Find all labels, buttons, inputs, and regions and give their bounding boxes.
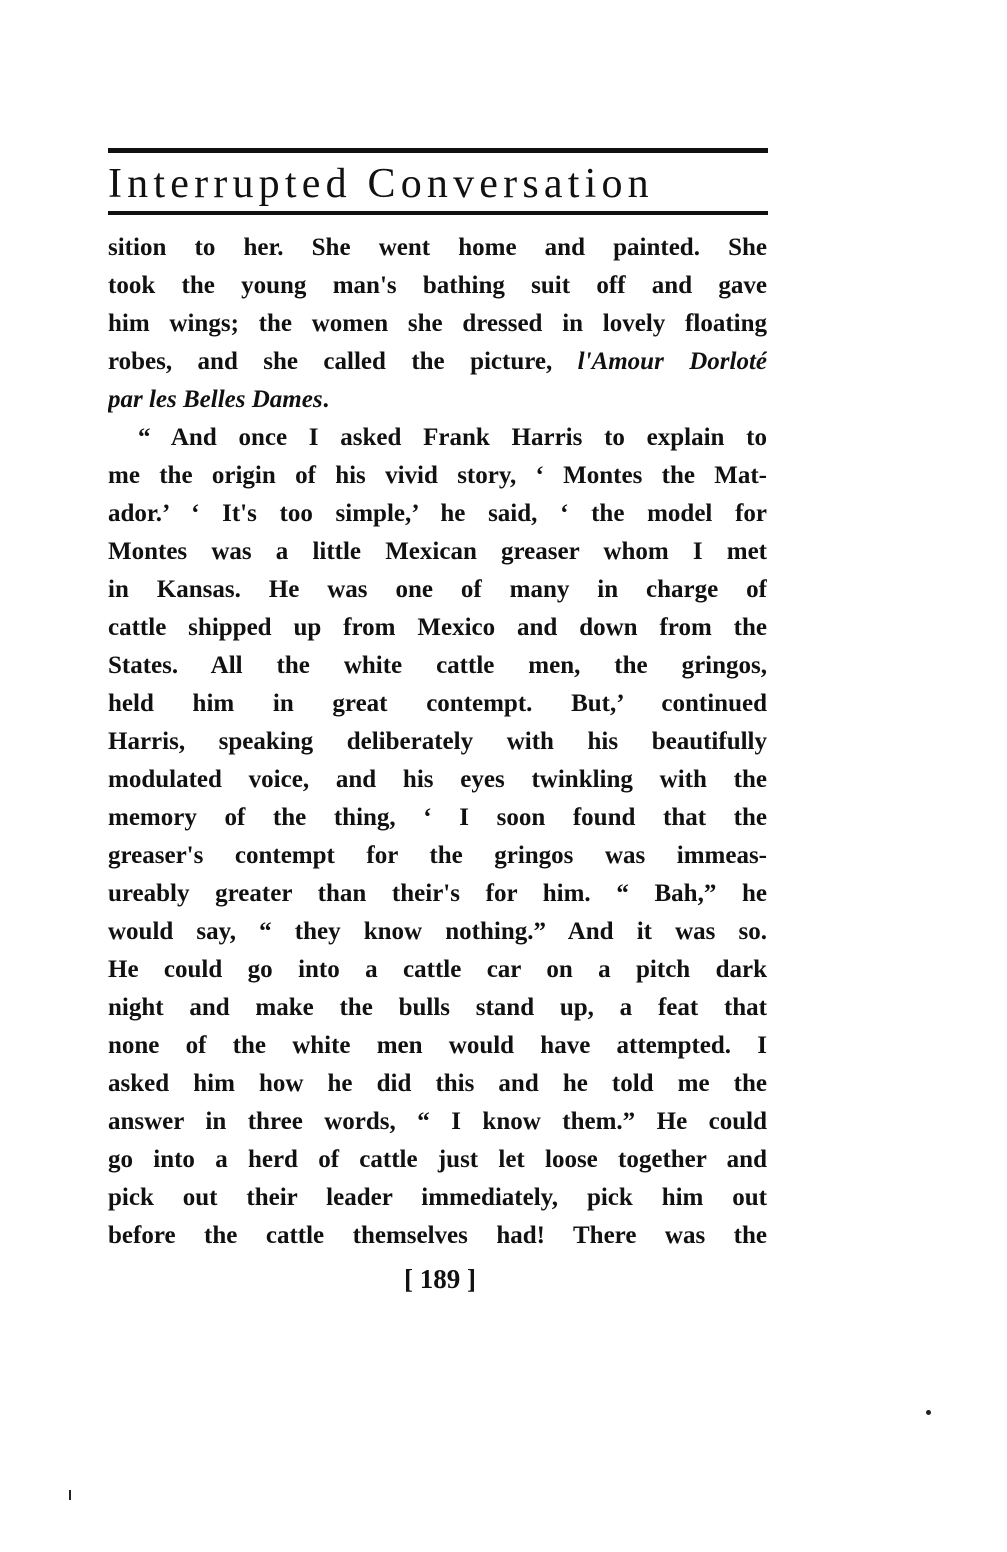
text-line: Montes was a little Mexican greaser whom I met [108,538,767,565]
page-number: [ 189 ] [404,1264,476,1294]
running-head: Interrupted Conversation [108,161,654,207]
text-line: modulated voice, and his eyes twinkling with the [108,766,767,793]
text-line: answer in three words, “ I know them.” He could [108,1108,767,1135]
text-line: robes, and she called the picture, l'Amour Dorloté [108,348,767,375]
text-line: ureably greater than their's for him. “ Bah,” he [108,880,767,907]
text-line: none of the white men would have attempted. I [108,1032,767,1059]
body-text [108,229,767,1255]
scan-speck [926,1410,931,1415]
text-line: go into a herd of cattle just let loose together and [108,1146,767,1173]
header-rule-bottom [108,211,768,215]
text-line: would say, “ they know nothing.” And it was so. [108,918,767,945]
text-line: before the cattle themselves had! There was the [108,1222,767,1249]
text-line: held him in great contempt. But,’ continued [108,690,767,717]
text-line: cattle shipped up from Mexico and down from the [108,614,767,641]
text-line: night and make the bulls stand up, a feat that [108,994,767,1021]
text-line: greaser's contempt for the gringos was immeas- [108,842,767,869]
text-line: “ And once I asked Frank Harris to explain to [138,424,767,451]
italic-title: par les Belles Dames [108,386,323,413]
text-line: States. All the white cattle men, the gringos, [108,652,767,679]
text-line: sition to her. She went home and painted. She [108,234,767,261]
text-line: took the young man's bathing suit off and gave [108,272,767,299]
italic-title: l'Amour Dorloté [577,348,767,375]
header-rule-top [108,148,768,153]
text-line: asked him how he did this and he told me the [108,1070,767,1097]
text-line: Harris, speaking deliberately with his beautifully [108,728,767,755]
text-line: him wings; the women she dressed in lovely floating [108,310,767,337]
text-line: in Kansas. He was one of many in charge of [108,576,767,603]
text-line: ador.’ ‘ It's too simple,’ he said, ‘ the model for [108,500,767,527]
text-line: He could go into a cattle car on a pitch dark [108,956,767,983]
text-line: par les Belles Dames. [108,386,329,413]
text-line: memory of the thing, ‘ I soon found that the [108,804,767,831]
scan-speck [69,1490,71,1500]
text-line: me the origin of his vivid story, ‘ Montes the Mat- [108,462,767,489]
text-line: pick out their leader immediately, pick him out [108,1184,767,1211]
